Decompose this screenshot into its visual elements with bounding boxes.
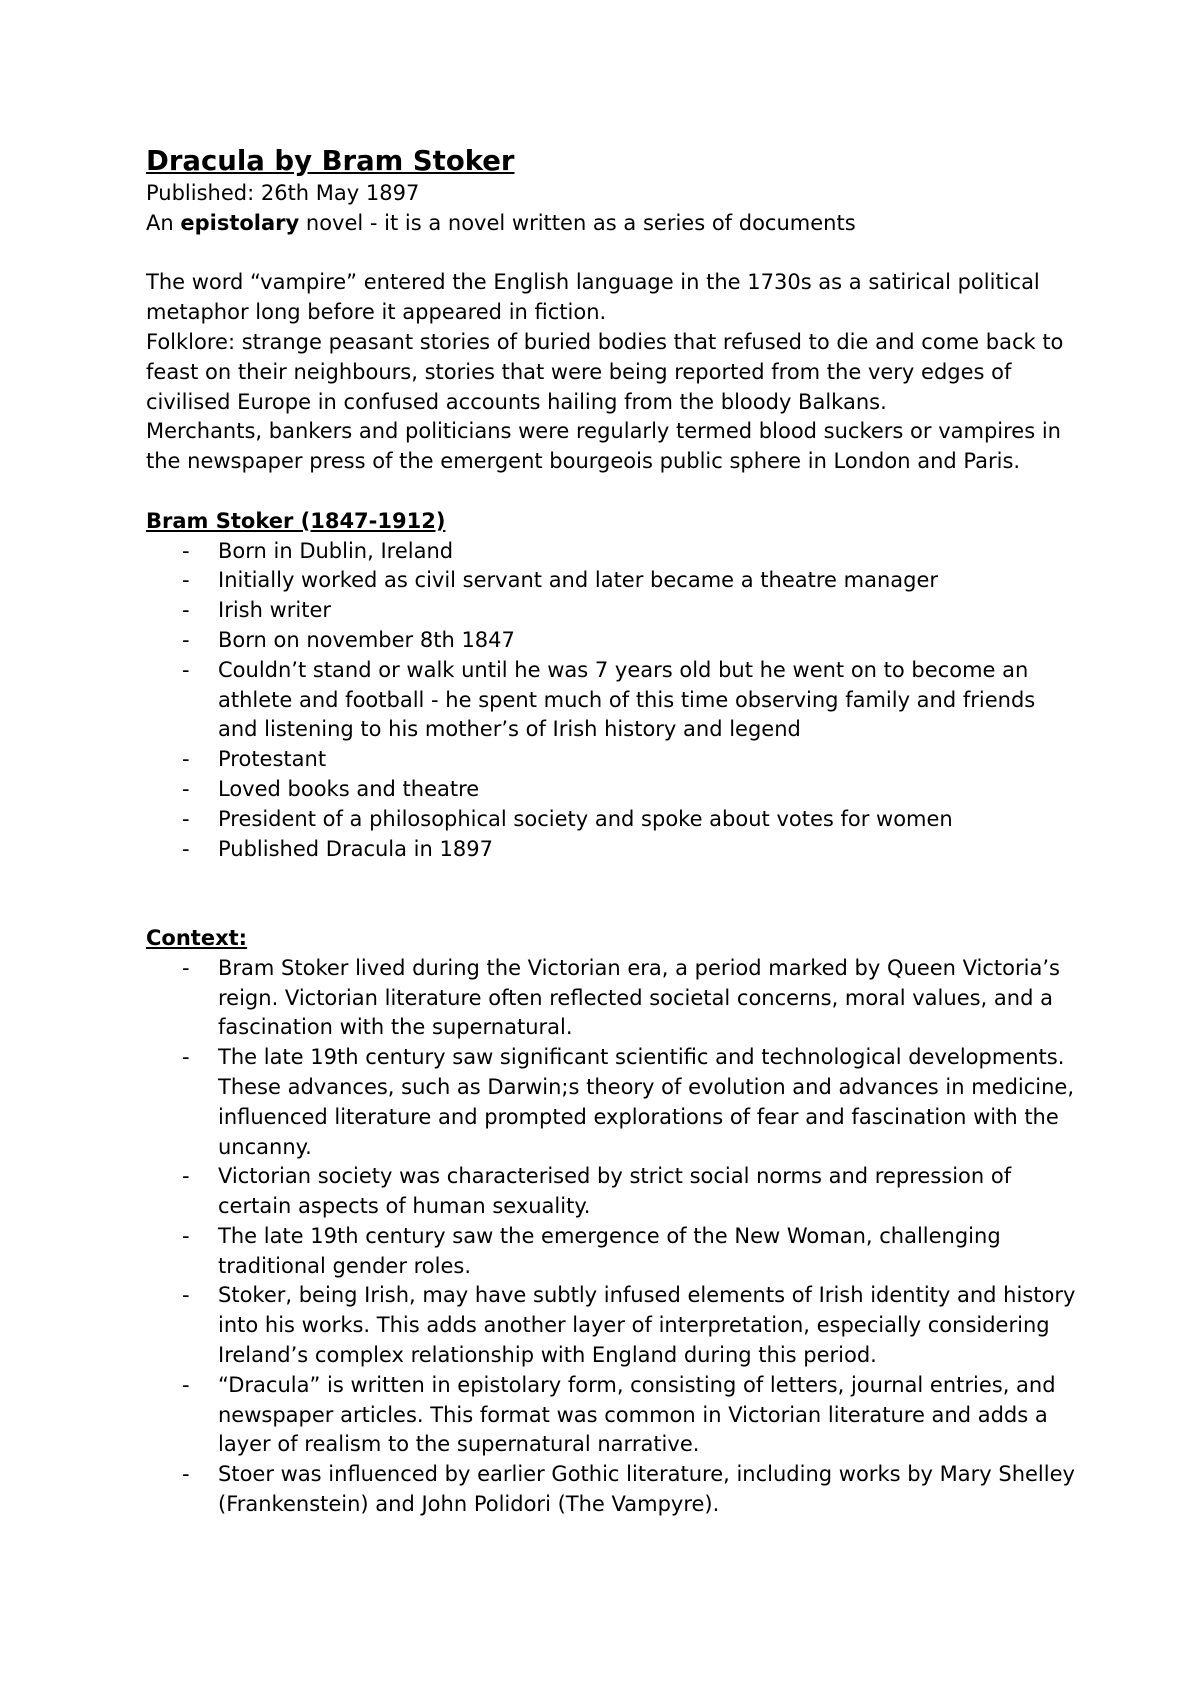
list-item	[146, 566, 1076, 596]
dash-bullet: -	[182, 1462, 190, 1487]
list-item	[146, 656, 1076, 745]
dash-bullet: -	[182, 1372, 190, 1397]
dash-bullet: -	[182, 1045, 190, 1070]
dash-bullet: -	[182, 1223, 190, 1248]
list-item-text: Irish writer	[218, 598, 332, 623]
list-item	[146, 1043, 1076, 1162]
list-item	[146, 1162, 1076, 1222]
list-item-text: Loved books and theatre	[218, 776, 480, 801]
dash-bullet: -	[182, 627, 190, 652]
dash-bullet: -	[182, 776, 190, 801]
list-item-text: Stoker, being Irish, may have subtly infused elements of Irish identity and history into his works. This adds another layer of interpretation, especially considering Ireland’s complex relationship with England during this period.	[218, 1283, 1076, 1368]
context-heading: Context:	[146, 925, 248, 950]
dash-bullet: -	[182, 747, 190, 772]
dash-bullet: -	[182, 1164, 190, 1189]
list-item	[146, 775, 1076, 805]
epistolary-term: epistolary	[180, 210, 300, 235]
list-item-text: President of a philosophical society and spoke about votes for women	[218, 806, 953, 831]
published-date: Published: 26th May 1897	[146, 181, 420, 205]
list-item-text: Born on november 8th 1847	[218, 627, 515, 652]
list-item	[146, 1371, 1076, 1460]
dash-bullet: -	[182, 806, 190, 831]
list-item-text: Published Dracula in 1897	[218, 836, 493, 861]
blank-lines	[146, 864, 1076, 924]
list-item-text: Bram Stoker lived during the Victorian era, a period marked by Queen Victoria’s reign. Victorian literature often reflected societal concerns, moral values, and a fascination with the supernatural.	[218, 955, 1060, 1040]
dash-bullet: -	[182, 955, 190, 980]
list-item-text: “Dracula” is written in epistolary form, consisting of letters, journal entries, and newspaper articles. This format was common in Victorian literature and adds a layer of realism to the supernatural narrative.	[218, 1372, 1056, 1457]
list-item-text: Couldn’t stand or walk until he was 7 years old but he went on to become an athlete and football - he spent much of this time observing family and friends and listening to his mother’s of Irish history and legend	[218, 657, 1036, 742]
list-item	[146, 1460, 1076, 1520]
dash-bullet: -	[182, 657, 190, 682]
list-item-text: Victorian society was characterised by strict social norms and repression of certain aspects of human sexuality.	[218, 1164, 1012, 1219]
list-item-text: The late 19th century saw significant scientific and technological developments. These advances, such as Darwin;s theory of evolution and advances in medicine, influenced literature and prompted explorations of fear and fascination with the uncanny.	[218, 1045, 1075, 1159]
list-item-text: Initially worked as civil servant and later became a theatre manager	[218, 568, 939, 593]
list-item-text: Stoer was influenced by earlier Gothic literature, including works by Mary Shelley (Frankenstein) and John Polidori (The Vampyre).	[218, 1462, 1075, 1517]
list-item	[146, 835, 1076, 865]
blank-line	[146, 239, 1076, 269]
list-item	[146, 537, 1076, 567]
epistolary-line	[146, 209, 1076, 239]
document-page	[146, 143, 1076, 1520]
list-item	[146, 805, 1076, 835]
list-item-text: Born in Dublin, Ireland	[218, 538, 454, 563]
list-item-text: Protestant	[218, 747, 327, 772]
intro-paragraph-vampire-word: The word “vampire” entered the English language in the 1730s as a satirical political metaphor long before it appeared in fiction.	[146, 270, 1040, 325]
intro-paragraph-folklore: Folklore: strange peasant stories of buried bodies that refused to die and come back to feast on their neighbours, stories that were being reported from the very edges of civilised Europe in confused accounts hailing from the bloody Balkans.	[146, 329, 1064, 414]
context-list	[146, 954, 1076, 1520]
epistolary-definition: novel - it is a novel written as a series of documents	[299, 210, 856, 235]
list-item	[146, 626, 1076, 656]
list-item	[146, 954, 1076, 1043]
epistolary-prefix: An	[146, 210, 181, 235]
list-item	[146, 1281, 1076, 1370]
document-title: Dracula by Bram Stoker	[146, 145, 515, 177]
list-item	[146, 1222, 1076, 1282]
dash-bullet: -	[182, 538, 190, 563]
list-item	[146, 596, 1076, 626]
dash-bullet: -	[182, 568, 190, 593]
dash-bullet: -	[182, 1283, 190, 1308]
list-item-text: The late 19th century saw the emergence of the New Woman, challenging traditional gender roles.	[218, 1223, 1001, 1278]
bio-heading: Bram Stoker (1847-1912)	[146, 508, 446, 533]
blank-line	[146, 477, 1076, 507]
bio-list	[146, 537, 1076, 865]
list-item	[146, 745, 1076, 775]
dash-bullet: -	[182, 598, 190, 623]
dash-bullet: -	[182, 836, 190, 861]
intro-paragraph-merchants: Merchants, bankers and politicians were regularly termed blood suckers or vampires in the newspaper press of the emergent bourgeois public sphere in London and Paris.	[146, 419, 1061, 474]
